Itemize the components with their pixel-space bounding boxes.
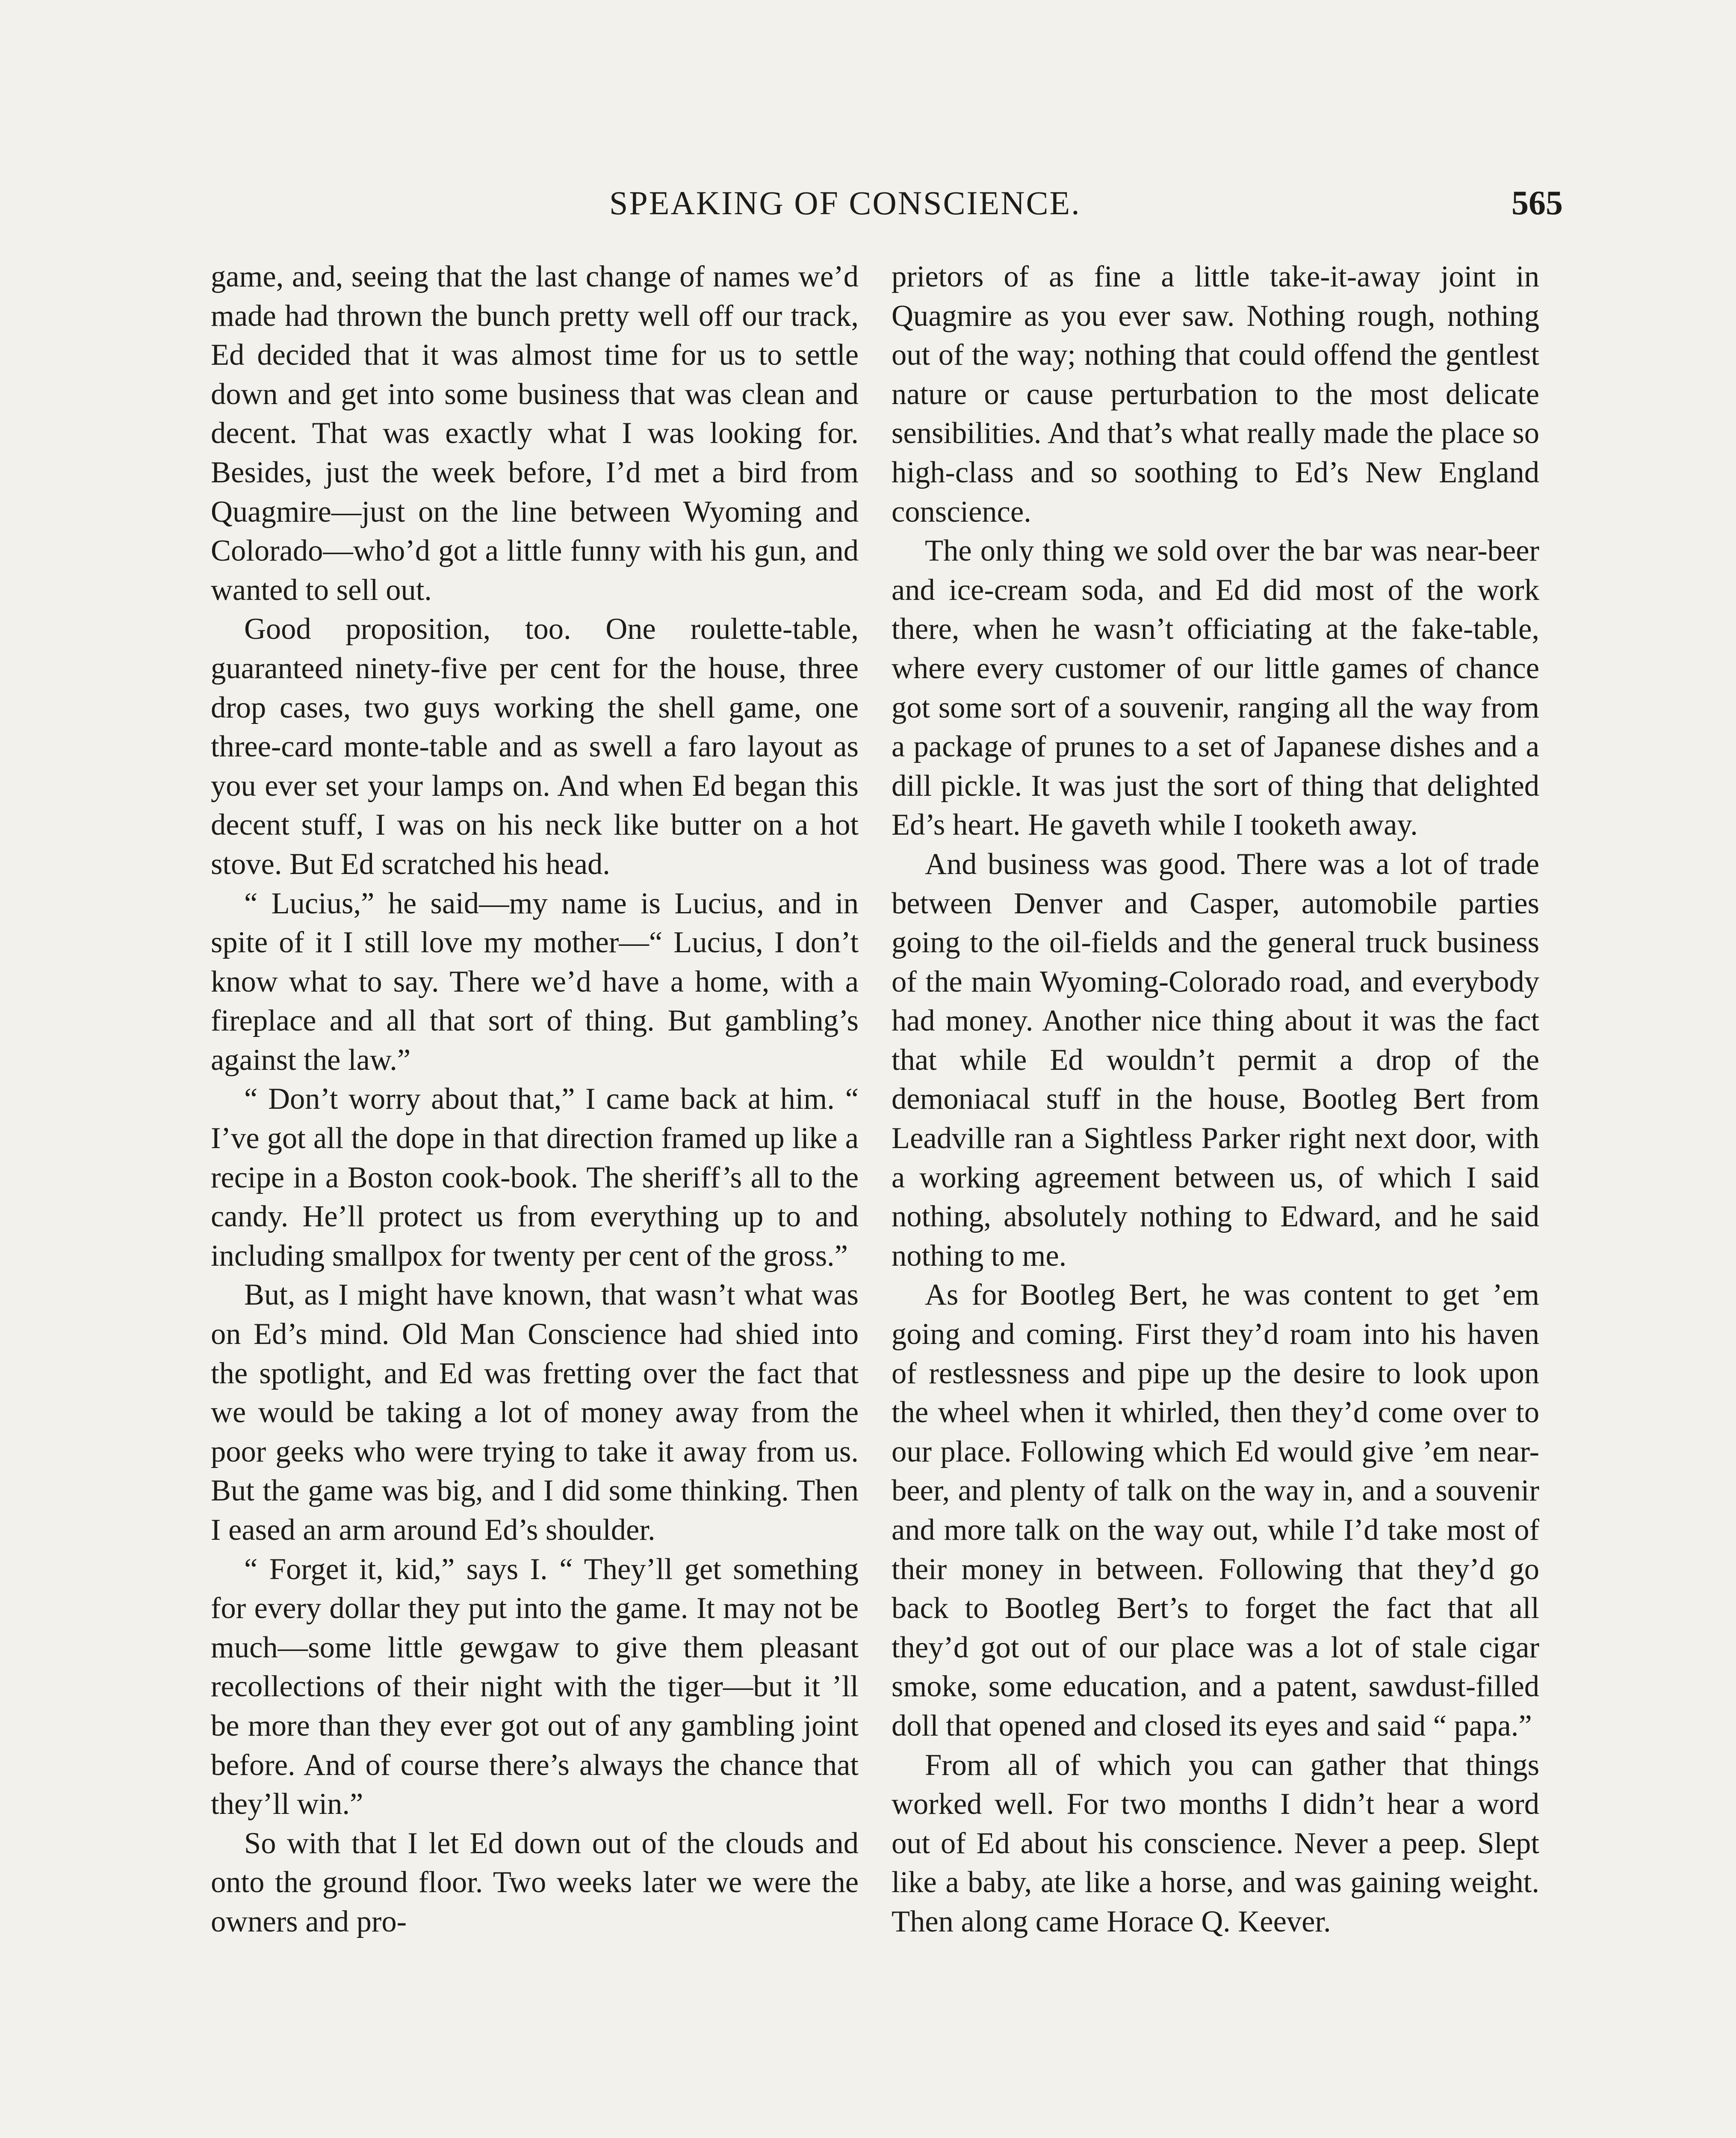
left-column	[211, 257, 859, 1942]
paragraph: prietors of as fine a little take-it-away joint in Quagmire as you ever saw. Nothing rough, nothing out of the way; nothing that could offend the gentlest nature or cause perturbation to the most delicate sensibilities. And that’s what really made the place so high-class and so soothing to Ed’s New England conscience.	[892, 260, 1539, 529]
paragraph: Good proposition, too. One roulette-table, guaranteed ninety-five per cent for the house, three drop cases, two guys working the shell game, one three-card monte-table and as swell a faro layout as you ever set your lamps on. And when Ed began this decent stuff, I was on his neck like butter on a hot stove. But Ed scratched his head.	[211, 612, 859, 881]
paragraph: But, as I might have known, that wasn’t what was on Ed’s mind. Old Man Conscience had shied into the spotlight, and Ed was fretting over the fact that we would be taking a lot of money away from the poor geeks who were trying to take it away from us. But the game was big, and I did some thinking. Then I eased an arm around Ed’s shoulder.	[211, 1278, 859, 1547]
paragraph: The only thing we sold over the bar was near-beer and ice-cream soda, and Ed did most of the work there, when he wasn’t officiating at the fake-table, where every customer of our little games of chance got some sort of a souvenir, ranging all the way from a package of prunes to a set of Japanese dishes and a dill pickle. It was just the sort of thing that delighted Ed’s heart. He gaveth while I tooketh away.	[892, 534, 1539, 842]
paragraph: “ Forget it, kid,” says I. “ They’ll get something for every dollar they put into the game. It may not be much—some little gewgaw to give them pleasant recollections of their night with the tiger—but it ’ll be more than they ever got out of any gambling joint before. And of course there’s always the chance that they’ll win.”	[211, 1552, 859, 1821]
page-number: 565	[1512, 184, 1563, 222]
paragraph: “ Lucius,” he said—my name is Lucius, and in spite of it I still love my mother—“ Lucius, I don’t know what to say. There we’d have a home, with a fireplace and all that sort of thing. But gambling’s against the law.”	[211, 886, 859, 1077]
paragraph: “ Don’t worry about that,” I came back at him. “ I’ve got all the dope in that direction framed up like a recipe in a Boston cook-book. The sheriff’s all to the candy. He’ll protect us from everything up to and including smallpox for twenty per cent of the gross.”	[211, 1082, 859, 1273]
right-column	[892, 257, 1539, 1942]
paragraph: From all of which you can gather that things worked well. For two months I didn’t hear a word out of Ed about his conscience. Never a peep. Slept like a baby, ate like a horse, and was gaining weight. Then along came Horace Q. Keever.	[892, 1748, 1539, 1938]
paragraph: So with that I let Ed down out of the clouds and onto the ground floor. Two weeks later we were the owners and pro-	[211, 1826, 859, 1938]
paragraph: game, and, seeing that the last change of names we’d made had thrown the bunch pretty well off our track, Ed decided that it was almost time for us to settle down and get into some business that was clean and decent. That was exactly what I was looking for. Besides, just the week before, I’d met a bird from Quagmire—just on the line between Wyoming and Colorado—who’d got a little funny with his gun, and wanted to sell out.	[211, 260, 859, 607]
paragraph: As for Bootleg Bert, he was content to get ’em going and coming. First they’d roam into his haven of restlessness and pipe up the desire to look upon the wheel when it whirled, then they’d come over to our place. Following which Ed would give ’em near-beer, and plenty of talk on the way in, and a souvenir and more talk on the way out, while I’d take most of their money in between. Following that they’d go back to Bootleg Bert’s to forget the fact that all they’d got out of our place was a lot of stale cigar smoke, some education, and a patent, sawdust-filled doll that opened and closed its eyes and said “ papa.”	[892, 1278, 1539, 1742]
paragraph: And business was good. There was a lot of trade between Denver and Casper, automobile parties going to the oil-fields and the general truck business of the main Wyoming-Colorado road, and everybody had money. Another nice thing about it was the fact that while Ed wouldn’t permit a drop of the demoniacal stuff in the house, Bootleg Bert from Leadville ran a Sightless Parker right next door, with a working agreement between us, of which I said nothing, absolutely nothing to Edward, and he said nothing to me.	[892, 847, 1539, 1273]
running-title: SPEAKING OF CONSCIENCE.	[609, 184, 1081, 221]
